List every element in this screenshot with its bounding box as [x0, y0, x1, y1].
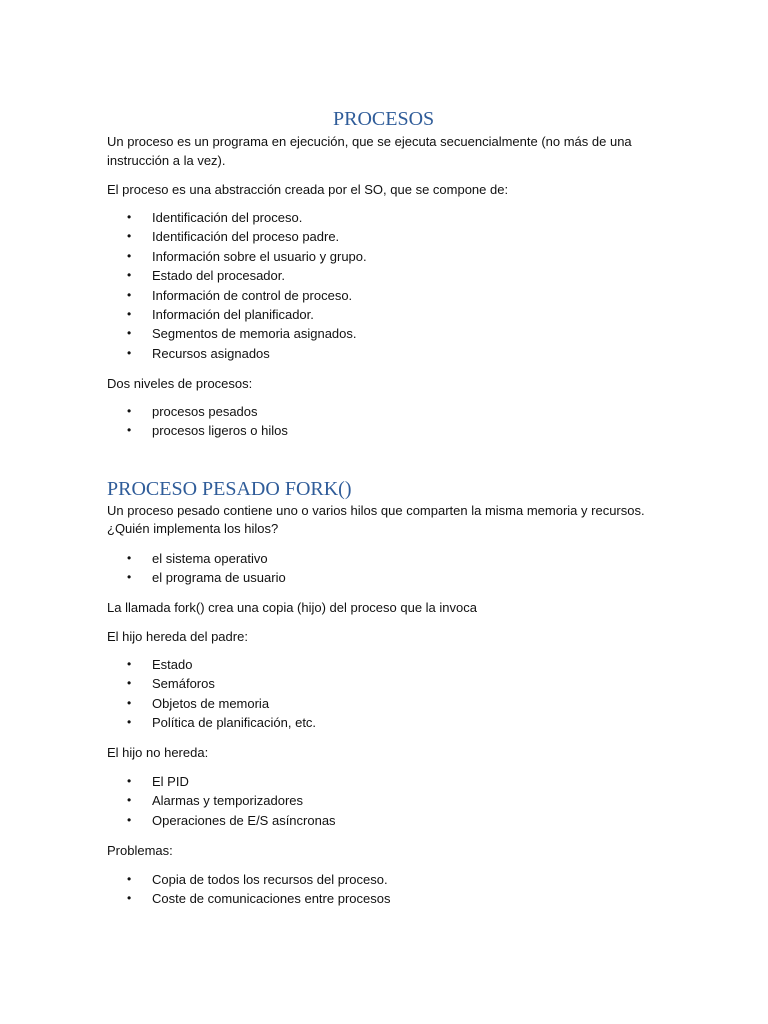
- list-item: • el programa de usuario: [127, 568, 286, 587]
- not-inherits-text: El hijo no hereda:: [107, 745, 209, 760]
- bullet-icon: [127, 889, 152, 908]
- bullet-icon: [127, 694, 152, 713]
- bullet-icon: [127, 713, 152, 732]
- list-item: • Alarmas y temporizadores: [127, 791, 336, 810]
- bullet-icon: [127, 655, 152, 674]
- list-item: • Recursos asignados: [127, 344, 367, 363]
- components-list: [127, 208, 367, 363]
- list-item: • Estado del procesador.: [127, 266, 367, 285]
- heading-proceso-pesado: PROCESO PESADO FORK(): [107, 478, 352, 500]
- list-item: • el sistema operativo: [127, 549, 286, 568]
- list-item: • Información del planificador.: [127, 305, 367, 324]
- list-item: • Copia de todos los recursos del proceso.: [127, 870, 390, 889]
- bullet-icon: [127, 266, 152, 285]
- bullet-icon: [127, 568, 152, 587]
- bullet-icon: [127, 305, 152, 324]
- list-item: • Segmentos de memoria asignados.: [127, 324, 367, 343]
- bullet-icon: [127, 344, 152, 363]
- list-item: • Política de planificación, etc.: [127, 713, 316, 732]
- bullet-icon: [127, 772, 152, 791]
- bullet-icon: [127, 247, 152, 266]
- abstraction-text: El proceso es una abstracción creada por el SO, que se compone de:: [107, 182, 509, 197]
- bullet-icon: [127, 324, 152, 343]
- bullet-icon: [127, 674, 152, 693]
- bullet-icon: [127, 208, 152, 227]
- levels-list: [127, 402, 288, 441]
- list-item: • procesos pesados: [127, 402, 288, 421]
- bullet-icon: [127, 286, 152, 305]
- bullet-icon: [127, 870, 152, 889]
- intro-line-1: Un proceso es un programa en ejecución, que se ejecuta secuencialmente (no más de una: [107, 134, 632, 149]
- intro-line-2: instrucción a la vez).: [107, 153, 226, 168]
- problems-list: [127, 870, 390, 909]
- list-item: • Información de control de proceso.: [127, 286, 367, 305]
- bullet-icon: [127, 811, 152, 830]
- fork-text: La llamada fork() crea una copia (hijo) del proceso que la invoca: [107, 600, 477, 615]
- heavy-line-1: Un proceso pesado contiene uno o varios hilos que comparten la misma memoria y recursos.: [107, 503, 645, 518]
- list-item: • Información sobre el usuario y grupo.: [127, 247, 367, 266]
- list-item: • Identificación del proceso padre.: [127, 227, 367, 246]
- bullet-icon: [127, 421, 152, 440]
- list-item: • Identificación del proceso.: [127, 208, 367, 227]
- bullet-icon: [127, 791, 152, 810]
- list-item: • Coste de comunicaciones entre procesos: [127, 889, 390, 908]
- list-item: • Semáforos: [127, 674, 316, 693]
- inherits-list: [127, 655, 316, 733]
- heavy-line-2: ¿Quién implementa los hilos?: [107, 521, 279, 536]
- bullet-icon: [127, 227, 152, 246]
- list-item: • Operaciones de E/S asíncronas: [127, 811, 336, 830]
- implementers-list: [127, 549, 286, 588]
- list-item: • procesos ligeros o hilos: [127, 421, 288, 440]
- bullet-icon: [127, 402, 152, 421]
- problems-text: Problemas:: [107, 843, 173, 858]
- list-item: • Estado: [127, 655, 316, 674]
- list-item: • Objetos de memoria: [127, 694, 316, 713]
- inherits-text: El hijo hereda del padre:: [107, 629, 248, 644]
- levels-text: Dos niveles de procesos:: [107, 376, 253, 391]
- bullet-icon: [127, 549, 152, 568]
- not-inherits-list: [127, 772, 336, 830]
- list-item: • El PID: [127, 772, 336, 791]
- heading-procesos: PROCESOS: [333, 108, 435, 130]
